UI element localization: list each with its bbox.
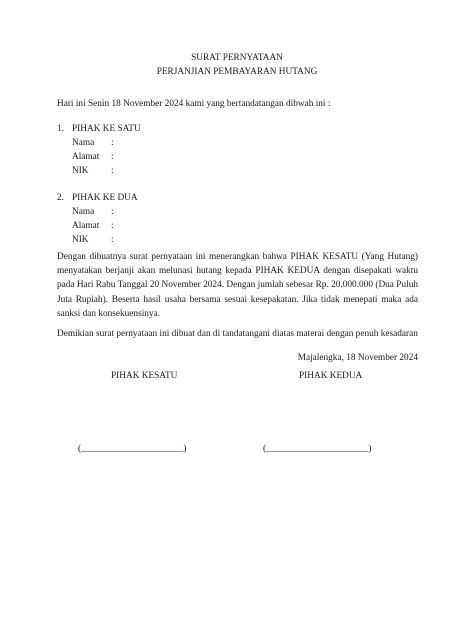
party1-name-label: Nama xyxy=(72,138,95,148)
signature-line-right: (______________________) xyxy=(263,444,372,454)
party1-heading: PIHAK KE SATU xyxy=(72,124,141,134)
party2-heading: PIHAK KE DUA xyxy=(72,193,138,203)
party2-nik-colon: : xyxy=(111,235,114,245)
document-subtitle: PERJANJIAN PEMBAYARAN HUTANG xyxy=(156,67,318,77)
party1-address-label: Alamat xyxy=(72,152,100,162)
party2-name-colon: : xyxy=(111,207,114,217)
party1-nik-label: NIK xyxy=(72,166,89,176)
party1-nik-colon: : xyxy=(111,166,114,176)
place-date: Majalengka, 18 November 2024 xyxy=(297,353,418,363)
party1-address-colon: : xyxy=(111,152,114,162)
signature-line-left: (______________________) xyxy=(78,444,187,454)
party2-name-label: Nama xyxy=(72,207,95,217)
signature-label-right: PIHAK KEDUA xyxy=(299,371,363,381)
party2-number: 2. xyxy=(57,193,64,203)
document-title: SURAT PERNYATAAN xyxy=(191,53,283,63)
party2-nik-label: NIK xyxy=(72,235,89,245)
party2-address-label: Alamat xyxy=(72,221,100,231)
party1-number: 1. xyxy=(57,124,64,134)
party1-name-colon: : xyxy=(111,138,114,148)
signature-label-left: PIHAK KESATU xyxy=(111,371,178,381)
body-paragraph: Dengan dibuatnya surat pernyataan ini menerangkan bahwa PIHAK KESATU (Yang Hutang) menyatakan berjanji akan melunasi hutang kepada PIHAK KEDUA dengan disepakati waktu pada Hari Rabu Tanggal 20 November 2024. Dengan jumlah sebesar Rp. 20.000.000 (Dua Puluh Juta Rupiah). Beserta hasil usaha bersama sesuai kesepakatan. Jika tidak menepati maka ada sanksi dan konsekuensinya. xyxy=(57,252,418,319)
opening-line: Hari ini Senin 18 November 2024 kami yang bertandatangan dibwah ini : xyxy=(57,99,331,109)
party2-address-colon: : xyxy=(111,221,114,231)
closing-statement: Demikian surat pernyataan ini dibuat dan di tandatangani diatas materai dengan penuh kesadaran xyxy=(57,329,418,339)
